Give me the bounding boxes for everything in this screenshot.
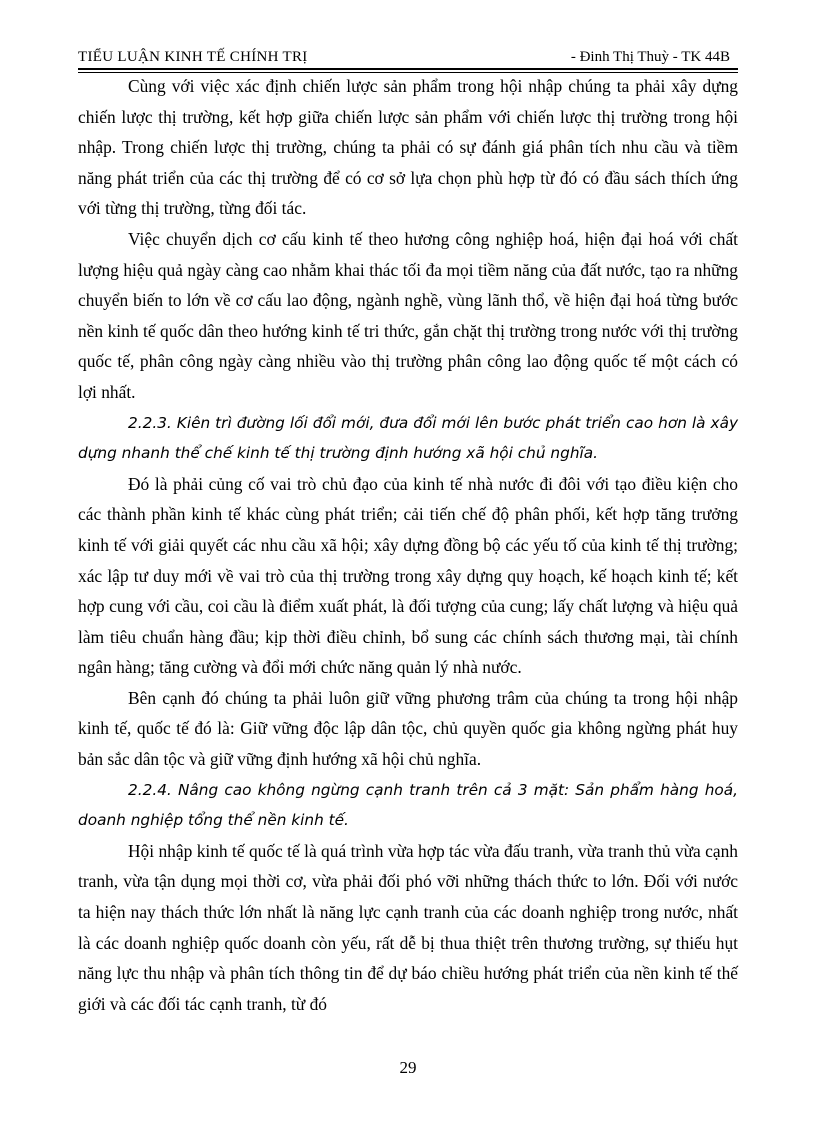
paragraph-competitiveness: Hội nhập kinh tế quốc tế là quá trình vừa hợp tác vừa đấu tranh, vừa tranh thủ vừa cạnh tranh, vừa tận dụng mọi thời cơ, vừa phải đối phó vỡi những thách thức to lớn. Đối với nước ta hiện nay thách thức lớn nhất là năng lực cạnh tranh của các doanh nghiệp trong nước, nhất là các doanh nghiệp quốc doanh còn yếu, rất dễ bị thua thiệt trên thương trường, sự thiếu hụt năng lực thu nhập và phân tích thông tin để dự báo chiều hướng phát triển của nền kinh tế thế giới và các đối tác cạnh tranh, từ đó (78, 840, 738, 1014)
document-body (78, 71, 738, 1019)
page-number: 29 (399, 1058, 417, 1077)
page-header (78, 49, 738, 69)
header-author: - Đinh Thị Thuỳ - TK 44B (570, 49, 730, 65)
paragraph-economic-restructuring: Việc chuyển dịch cơ cấu kinh tế theo hương công nghiệp hoá, hiện đại hoá với chất lượng hiệu quả ngày càng cao nhằm khai thác tối đa mọi tiềm năng của đất nước, tạo ra những chuyển biến to lớn về cơ cấu lao động, ngành nghề, vùng lãnh thổ, về hiện đại hoá từng bước nền kinh tế quốc dân theo hướng kinh tế tri thức, gắn chặt thị trường trong nước với thị trường quốc tế, phân công ngày càng nhiều vào thị trường phân công lao động quốc tế một cách có lợi nhất. (78, 228, 738, 402)
paragraph-product-market-strategy: Cùng với việc xác định chiến lược sản phẩm trong hội nhập chúng ta phải xây dựng chiến lược thị trường, kết hợp giữa chiến lược sản phẩm với chiến lược thị trường trong hội nhập. Trong chiến lược thị trường, chúng ta phải có sự đánh giá phân tích nhu cầu và tiềm năng phát triển của các thị trường để có cơ sở lựa chọn phù hợp từ đó có đầu sách thích ứng với từng thị trường, từng đối tác. (78, 76, 738, 219)
header-title: TIỂU LUẬN KINH TẾ CHÍNH TRỊ (78, 49, 308, 65)
paragraph-integration-principles: Bên cạnh đó chúng ta phải luôn giữ vững phương trâm của chúng ta trong hội nhập kinh tế, quốc tế đó là: Giữ vững độc lập dân tộc, chủ quyền quốc gia không ngừng phát huy bản sắc dân tộc và giữ vững định hướng xã hội chủ nghĩa. (78, 687, 738, 770)
paragraph-state-economy-role: Đó là phải củng cố vai trò chủ đạo của kinh tế nhà nước đi đôi với tạo điều kiện cho các thành phần kinh tế khác cùng phát triển; cải tiến chế độ phân phối, kết hợp tăng trưởng kinh tế với giải quyết các nhu cầu xã hội; xây dựng đồng bộ các yếu tố của kinh tế thị trường; xác lập tư duy mới về vai trò của thị trường trong xây dựng quy hoạch, kế hoạch kinh tế; kết hợp cung với cầu, coi cầu là điểm xuất phát, là đối tượng của cung; lấy chất lượng và hiệu quả làm tiêu chuẩn hàng đầu; kịp thời điều chỉnh, bổ sung các chính sách thương mại, tài chính ngân hàng; tăng cường và đổi mới chức năng quản lý nhà nước. (78, 473, 738, 678)
header-rule-thick (78, 68, 738, 70)
section-heading-2-2-4: 2.2.4. Nâng cao không ngừng cạnh tranh trên cả 3 mặt: Sản phẩm hàng hoá, doanh nghiệp tổng thể nền kinh tế. (78, 780, 738, 830)
section-heading-2-2-3: 2.2.3. Kiên trì đường lối đổi mới, đưa đổi mới lên bước phát triển cao hơn là xây dựng nhanh thể chế kinh tế thị trường định hướng xã hội chủ nghĩa. (78, 413, 738, 463)
